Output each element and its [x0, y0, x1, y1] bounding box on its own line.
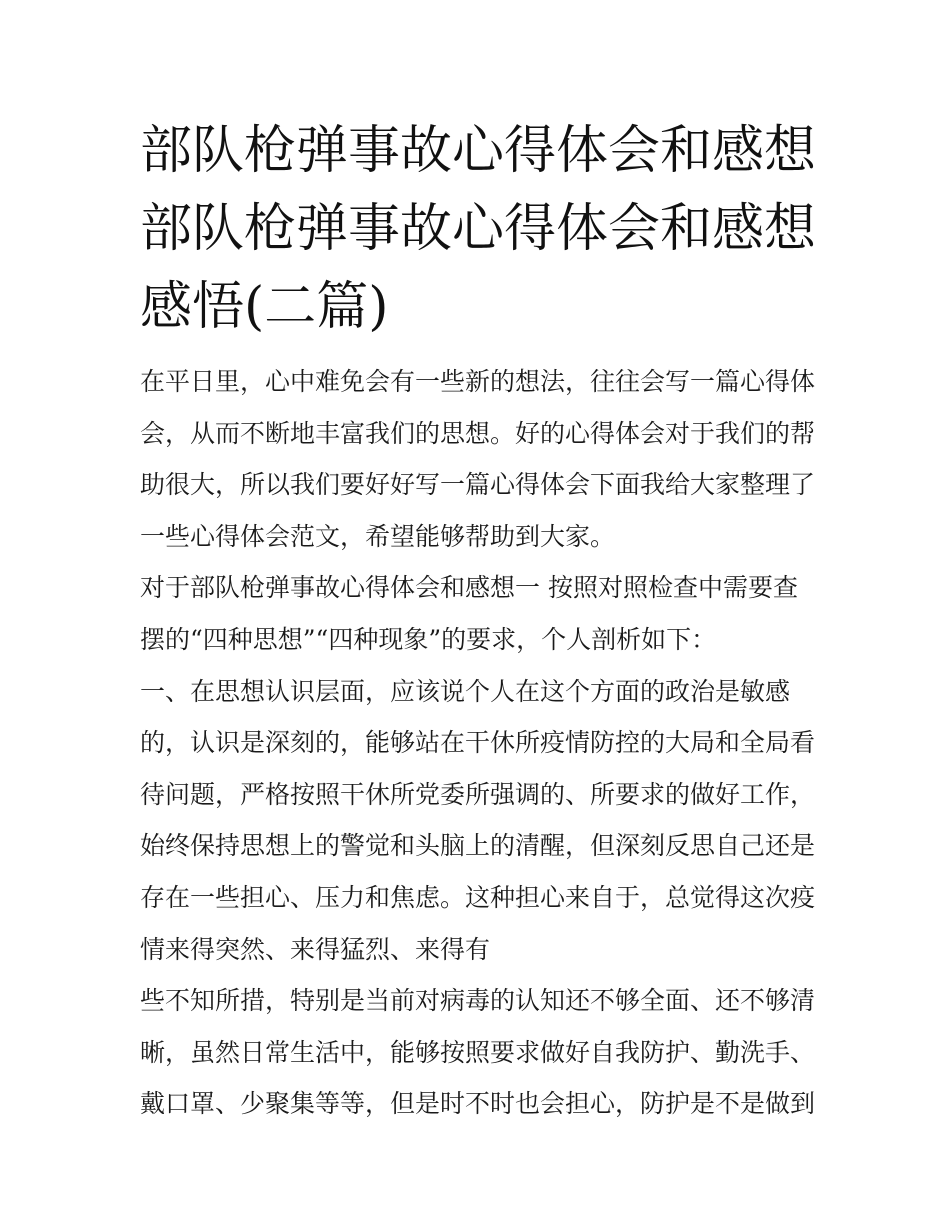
body-line: 会，从而不断地丰富我们的思想。好的心得体会对于我们的帮: [140, 418, 816, 448]
body-line: 情来得突然、来得猛烈、来得有: [140, 934, 491, 964]
document-title: [140, 112, 820, 346]
document-body: [140, 356, 840, 1130]
body-line: 始终保持思想上的警觉和头脑上的清醒，但深刻反思自己还是: [140, 831, 816, 861]
body-line: 存在一些担心、压力和焦虑。这种担心来自于，总觉得这次疫: [140, 882, 816, 912]
body-line: 对于部队枪弹事故心得体会和感想一 按照对照检查中需要查: [140, 573, 798, 603]
body-line: 一些心得体会范文，希望能够帮助到大家。: [140, 521, 616, 551]
body-line: 助很大，所以我们要好好写一篇心得体会下面我给大家整理了: [140, 470, 816, 500]
body-line: 在平日里，心中难免会有一些新的想法，往往会写一篇心得体: [140, 367, 816, 396]
body-line: 一、在思想认识层面，应该说个人在这个方面的政治是敏感: [140, 676, 791, 706]
body-line: 晰，虽然日常生活中，能够按照要求做好自我防护、勤洗手、: [140, 1037, 816, 1067]
body-line: 戴口罩、少聚集等等，但是时不时也会担心，防护是不是做到: [140, 1089, 816, 1119]
body-line: 些不知所措，特别是当前对病毒的认知还不够全面、还不够清: [140, 986, 816, 1016]
body-line: 待问题，严格按照干休所党委所强调的、所要求的做好工作，: [140, 779, 816, 809]
title-line: 部队枪弹事故心得体会和感想: [140, 121, 817, 181]
title-line: 部队枪弹事故心得体会和感想: [140, 199, 817, 259]
title-line: 感悟(二篇): [140, 277, 389, 337]
body-line: 的，认识是深刻的，能够站在干休所疫情防控的大局和全局看: [140, 728, 816, 758]
body-line: 摆的“四种思想”“四种现象”的要求，个人剖析如下：: [140, 624, 717, 654]
